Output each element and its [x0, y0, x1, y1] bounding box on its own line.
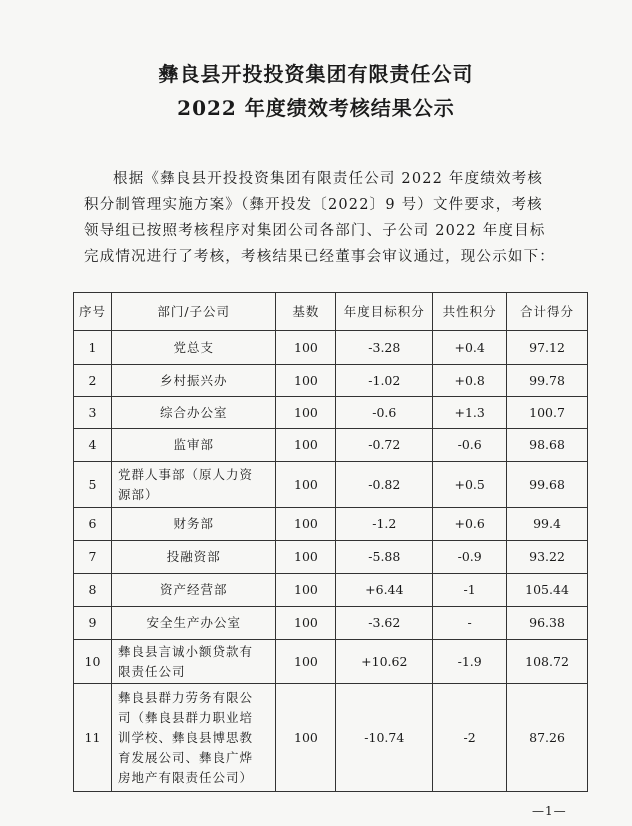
header-common-score: 共性积分 — [433, 293, 507, 331]
cell-base: 100 — [276, 397, 336, 429]
cell-target-score: -3.62 — [336, 607, 433, 640]
cell-department — [111, 574, 276, 607]
cell-base: 100 — [276, 508, 336, 541]
cell-no: 3 — [74, 397, 112, 429]
cell-total-score: 97.12 — [507, 331, 588, 365]
cell-target-score: -0.82 — [336, 462, 433, 508]
cell-base: 100 — [276, 541, 336, 574]
cell-base: 100 — [276, 574, 336, 607]
paragraph-line: 积分制管理实施方案》（彝开投发〔2022〕9 号）文件要求，考核 — [84, 197, 543, 213]
cell-total-score: 99.68 — [507, 462, 588, 508]
cell-common-score: -2 — [433, 684, 507, 792]
cell-common-score: - — [433, 607, 507, 640]
table-row — [74, 508, 588, 541]
cell-total-score: 93.22 — [507, 541, 588, 574]
table-row — [74, 574, 588, 607]
cell-no: 2 — [74, 365, 112, 397]
cell-department — [111, 640, 276, 684]
cell-no: 10 — [74, 640, 112, 684]
intro-paragraph — [84, 166, 580, 270]
cell-base: 100 — [276, 607, 336, 640]
cell-common-score: -1.9 — [433, 640, 507, 684]
cell-department — [111, 429, 276, 462]
department-name-line: 彝良县群力劳务有限公 — [117, 689, 253, 705]
cell-common-score: +0.5 — [433, 462, 507, 508]
table-row — [74, 640, 588, 684]
document-title: 彝良县开投投资集团有限责任公司 — [158, 62, 474, 86]
cell-common-score: +0.6 — [433, 508, 507, 541]
page-number: —1— — [532, 804, 567, 818]
cell-total-score: 108.72 — [507, 640, 588, 684]
table-row — [74, 684, 588, 792]
cell-base: 100 — [276, 429, 336, 462]
cell-total-score: 100.7 — [507, 397, 588, 429]
cell-target-score: -0.72 — [336, 429, 433, 462]
cell-base: 100 — [276, 640, 336, 684]
cell-total-score: 98.68 — [507, 429, 588, 462]
cell-target-score: -10.74 — [336, 684, 433, 792]
cell-department — [111, 397, 276, 429]
department-name-line: 资产经营部 — [159, 582, 228, 597]
cell-total-score: 87.26 — [507, 684, 588, 792]
cell-no: 9 — [74, 607, 112, 640]
cell-common-score: -1 — [433, 574, 507, 607]
header-total-score: 合计得分 — [507, 293, 588, 331]
department-name-line: 房地产有限责任公司） — [117, 769, 253, 785]
cell-department — [111, 331, 276, 365]
table-row — [74, 331, 588, 365]
cell-target-score: +6.44 — [336, 574, 433, 607]
cell-no: 5 — [74, 462, 112, 508]
cell-common-score: +0.4 — [433, 331, 507, 365]
cell-total-score: 105.44 — [507, 574, 588, 607]
department-name-line: 限责任公司 — [117, 663, 186, 679]
cell-department — [111, 607, 276, 640]
cell-base: 100 — [276, 365, 336, 397]
cell-common-score: +0.8 — [433, 365, 507, 397]
table-row — [74, 397, 588, 429]
paragraph-line: 领导组已按照考核程序对集团公司各部门、子公司 2022 年度目标 — [84, 223, 546, 239]
department-name-line: 训学校、彝良县博思教 — [117, 729, 253, 745]
cell-department — [111, 684, 276, 792]
cell-target-score: -5.88 — [336, 541, 433, 574]
department-name-line: 财务部 — [173, 516, 214, 531]
cell-total-score: 99.78 — [507, 365, 588, 397]
department-name-line: 育发展公司、彝良广烨 — [117, 749, 253, 765]
department-name-line: 乡村振兴办 — [159, 372, 228, 388]
department-name-line: 投融资部 — [166, 549, 221, 564]
department-name-line: 监审部 — [173, 437, 214, 452]
table-body — [74, 331, 588, 792]
header-target-score: 年度目标积分 — [336, 293, 433, 331]
document-subtitle: 2022 年度绩效考核结果公示 — [177, 96, 455, 120]
table-row — [74, 607, 588, 640]
department-name-line: 司（彝良县群力职业培 — [117, 709, 253, 725]
table-header-row — [74, 293, 588, 331]
cell-no: 11 — [74, 684, 112, 792]
cell-common-score: -0.6 — [433, 429, 507, 462]
results-table — [73, 292, 588, 792]
cell-department — [111, 541, 276, 574]
department-name-line: 综合办公室 — [159, 404, 228, 420]
department-name-line: 党群人事部（原人力资 — [117, 466, 253, 482]
cell-base: 100 — [276, 684, 336, 792]
cell-no: 8 — [74, 574, 112, 607]
cell-department — [111, 508, 276, 541]
table-row — [74, 365, 588, 397]
paragraph-line: 完成情况进行了考核，考核结果已经董事会审议通过，现公示如下： — [84, 249, 555, 265]
paragraph-line: 根据《彝良县开投投资集团有限责任公司 2022 年度绩效考核 — [113, 171, 544, 187]
cell-total-score: 96.38 — [507, 607, 588, 640]
department-name-line: 源部） — [117, 486, 159, 502]
cell-no: 7 — [74, 541, 112, 574]
cell-total-score: 99.4 — [507, 508, 588, 541]
department-name-line: 安全生产办公室 — [146, 615, 241, 630]
table-row — [74, 541, 588, 574]
cell-target-score: -1.02 — [336, 365, 433, 397]
cell-target-score: +10.62 — [336, 640, 433, 684]
department-name-line: 彝良县言诚小额贷款有 — [117, 643, 253, 659]
department-name-line: 党总支 — [173, 339, 214, 355]
cell-target-score: -0.6 — [336, 397, 433, 429]
header-department: 部门/子公司 — [111, 293, 276, 331]
cell-target-score: -3.28 — [336, 331, 433, 365]
cell-department — [111, 365, 276, 397]
cell-no: 1 — [74, 331, 112, 365]
table-row — [74, 429, 588, 462]
cell-target-score: -1.2 — [336, 508, 433, 541]
cell-no: 4 — [74, 429, 112, 462]
header-base: 基数 — [276, 293, 336, 331]
table-row — [74, 462, 588, 508]
cell-common-score: -0.9 — [433, 541, 507, 574]
cell-common-score: +1.3 — [433, 397, 507, 429]
cell-no: 6 — [74, 508, 112, 541]
cell-base: 100 — [276, 331, 336, 365]
cell-base: 100 — [276, 462, 336, 508]
cell-department — [111, 462, 276, 508]
header-no: 序号 — [74, 293, 112, 331]
